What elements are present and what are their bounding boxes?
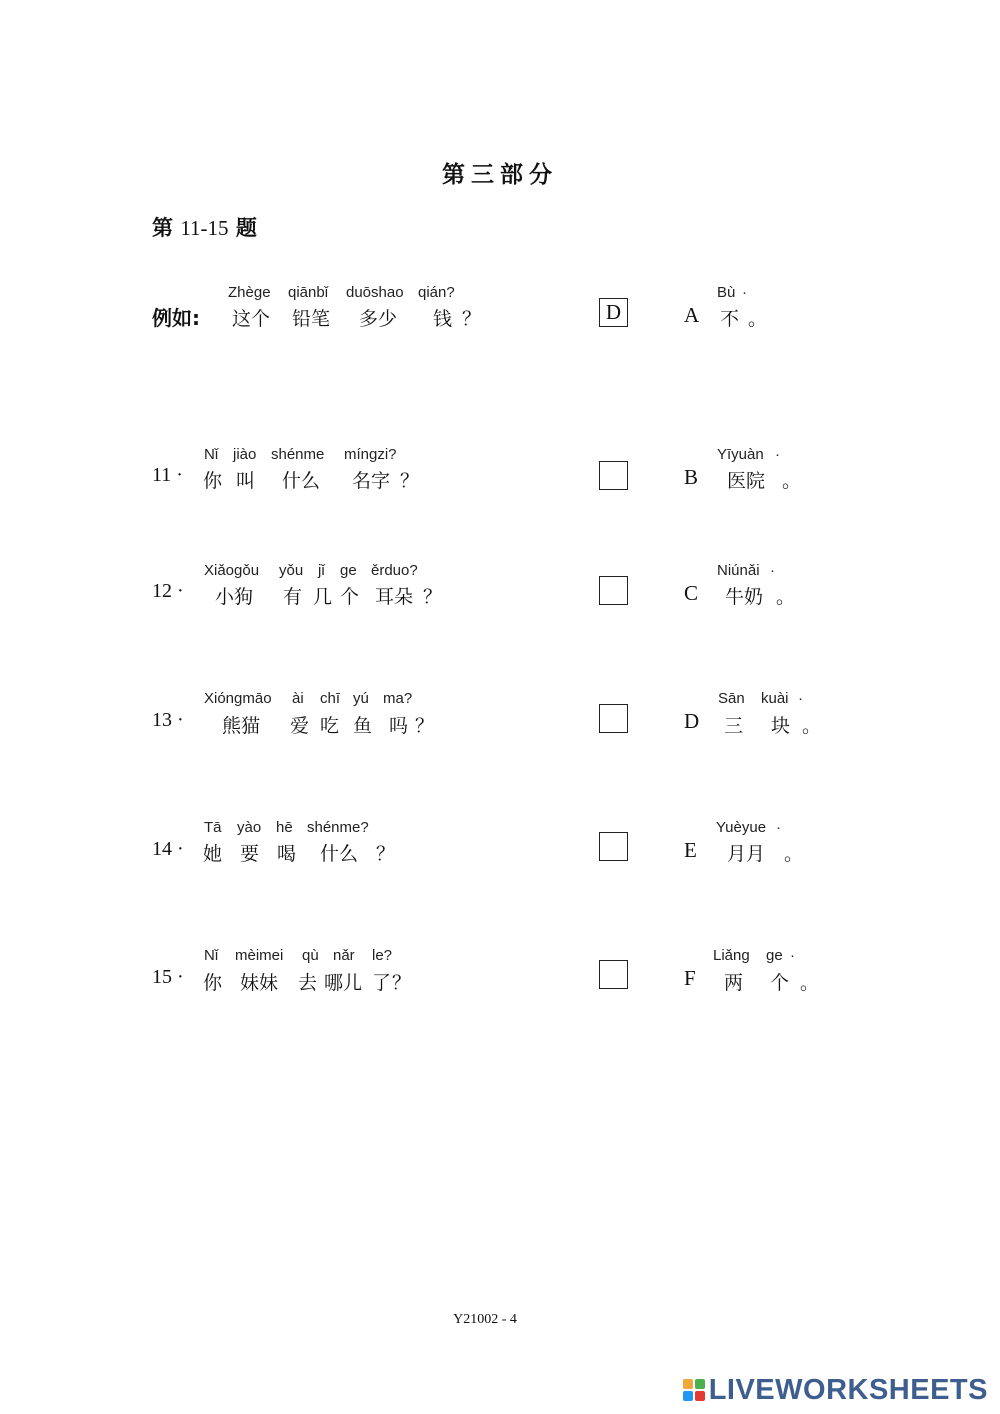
pinyin-word: ěrduo?: [371, 562, 418, 579]
section-title: 第三部分: [442, 162, 558, 188]
hanzi-word: 钱: [433, 308, 453, 330]
hanzi-word: 你: [203, 470, 223, 492]
question-mark: ？: [423, 586, 443, 608]
hanzi-word: 哪儿: [324, 972, 363, 994]
hanzi-word: 名字: [352, 470, 391, 492]
hanzi-word: 块: [771, 715, 791, 737]
hanzi-word: 这个: [232, 308, 271, 330]
hanzi-word: 三: [724, 715, 744, 737]
option-letter: F: [684, 966, 696, 990]
pinyin-word: Xióngmāo: [204, 690, 272, 707]
pinyin-word: hē: [276, 819, 293, 836]
pinyin-word: Yīyuàn: [717, 446, 764, 463]
pinyin-word: míngzi?: [344, 446, 397, 463]
hanzi-word: 铅笔: [292, 308, 331, 330]
heading-suffix: 题: [235, 216, 257, 240]
pinyin-dot: ·: [798, 690, 803, 707]
hanzi-word: 爱: [290, 715, 310, 737]
pinyin-dot: ·: [775, 446, 780, 463]
option-letter: B: [684, 465, 699, 489]
question-number: 11 ·: [152, 464, 183, 486]
question-number: 13 ·: [152, 709, 184, 731]
pinyin-word: ge: [340, 562, 357, 579]
question-mark: ？: [400, 470, 420, 492]
pinyin-word: yú: [353, 690, 369, 707]
example-answer: D: [605, 300, 622, 324]
pinyin-word: kuài: [761, 690, 789, 707]
punctuation: 。: [800, 972, 820, 994]
pinyin-word: Liǎng: [713, 947, 750, 964]
pinyin-word: Yuèyue: [716, 819, 767, 836]
hanzi-word: 多少: [359, 308, 398, 330]
logo-square: [695, 1379, 705, 1389]
answer-box-12[interactable]: [599, 576, 628, 605]
pinyin-word: yǒu: [279, 562, 304, 579]
punctuation: 。: [784, 843, 804, 865]
hanzi-word: 吃: [320, 715, 340, 737]
hanzi-word: 两: [724, 972, 744, 994]
hanzi-word: 要: [240, 843, 260, 865]
pinyin-word: mèimei: [235, 947, 284, 964]
hanzi-word: 耳朵: [375, 586, 414, 608]
question-mark: ？: [462, 308, 482, 330]
question-range-heading: [152, 212, 257, 242]
example-answer-box: [599, 298, 628, 327]
pinyin-word: ge: [766, 947, 783, 964]
hanzi-word: 她: [203, 843, 223, 865]
question-number: 12 ·: [152, 580, 184, 602]
hanzi-word: 什么: [320, 843, 359, 865]
option-letter: A: [684, 303, 700, 327]
pinyin-word: nǎr: [333, 947, 355, 964]
pinyin-word: qiānbǐ: [288, 284, 329, 301]
hanzi-word: 熊猫: [222, 715, 261, 737]
hanzi-word: 个: [770, 972, 790, 994]
pinyin-word: yào: [237, 819, 262, 836]
pinyin-word: chī: [320, 690, 341, 707]
question-mark: ？: [392, 972, 412, 994]
answer-box-14[interactable]: [599, 832, 628, 861]
pinyin-word: shénme: [271, 446, 325, 463]
hanzi-word: 有: [283, 586, 303, 608]
option-letter: D: [684, 709, 700, 733]
hanzi-word: 喝: [277, 843, 297, 865]
pinyin-word: le?: [372, 947, 393, 964]
answer-box-15[interactable]: [599, 960, 628, 989]
pinyin-word: Bù: [717, 284, 736, 301]
pinyin-word: ài: [292, 690, 304, 707]
question-mark: ？: [415, 715, 435, 737]
pinyin-word: jiào: [233, 446, 257, 463]
option-letter: C: [684, 581, 699, 605]
hanzi-word: 什么: [282, 470, 321, 492]
pinyin-word: qù: [302, 947, 319, 964]
pinyin-dot: ·: [790, 947, 795, 964]
question-mark: ？: [376, 843, 396, 865]
punctuation: 。: [802, 715, 822, 737]
option-letter: E: [684, 838, 697, 862]
pinyin-word: jǐ: [318, 562, 325, 579]
answer-box-13[interactable]: [599, 704, 628, 733]
logo-square: [695, 1391, 705, 1401]
logo-text: LIVEWORKSHEETS: [708, 1374, 988, 1406]
logo-grid-icon: [683, 1379, 705, 1401]
example-label: 例如:: [152, 306, 200, 330]
pinyin-word: ma?: [383, 690, 413, 707]
pinyin-word: Sān: [718, 690, 745, 707]
question-number: 14 ·: [152, 838, 184, 860]
hanzi-word: 妹妹: [240, 972, 279, 994]
pinyin-word: shénme?: [307, 819, 369, 836]
hanzi-word: 牛奶: [725, 586, 764, 608]
hanzi-word: 小狗: [215, 586, 254, 608]
pinyin-word: Tā: [204, 819, 222, 836]
logo-square: [683, 1391, 693, 1401]
pinyin-dot: ·: [776, 819, 781, 836]
pinyin-word: Xiǎogǒu: [204, 562, 260, 579]
hanzi-word: 叫: [236, 470, 256, 492]
pinyin-word: qián?: [418, 284, 455, 301]
question-number: 15 ·: [152, 966, 184, 988]
punctuation: 。: [782, 470, 802, 492]
pinyin-word: Nǐ: [204, 446, 219, 463]
hanzi-word: 去: [298, 972, 318, 994]
pinyin-word: Nǐ: [204, 947, 219, 964]
logo-square: [683, 1379, 693, 1389]
pinyin-word: Zhège: [228, 284, 271, 301]
punctuation: 。: [776, 586, 796, 608]
heading-prefix: 第: [152, 216, 173, 240]
hanzi-word: 鱼: [353, 715, 373, 737]
hanzi-word: 月月: [727, 843, 766, 865]
pinyin-dot: ·: [742, 284, 747, 301]
hanzi-word: 不: [720, 308, 740, 330]
punctuation: 。: [748, 308, 768, 330]
heading-range: 11-15: [180, 216, 229, 240]
hanzi-word: 了: [372, 972, 392, 994]
pinyin-word: duōshao: [346, 284, 404, 301]
answer-box-11[interactable]: [599, 461, 628, 490]
page-footer: Y21002 - 4: [453, 1312, 517, 1327]
hanzi-word: 个: [340, 586, 360, 608]
pinyin-word: Niúnǎi: [717, 562, 760, 579]
liveworksheets-logo: [683, 1374, 988, 1407]
hanzi-word: 吗: [389, 715, 409, 737]
hanzi-word: 你: [203, 972, 223, 994]
pinyin-dot: ·: [770, 562, 775, 579]
hanzi-word: 几: [313, 586, 333, 608]
hanzi-word: 医院: [727, 470, 766, 492]
